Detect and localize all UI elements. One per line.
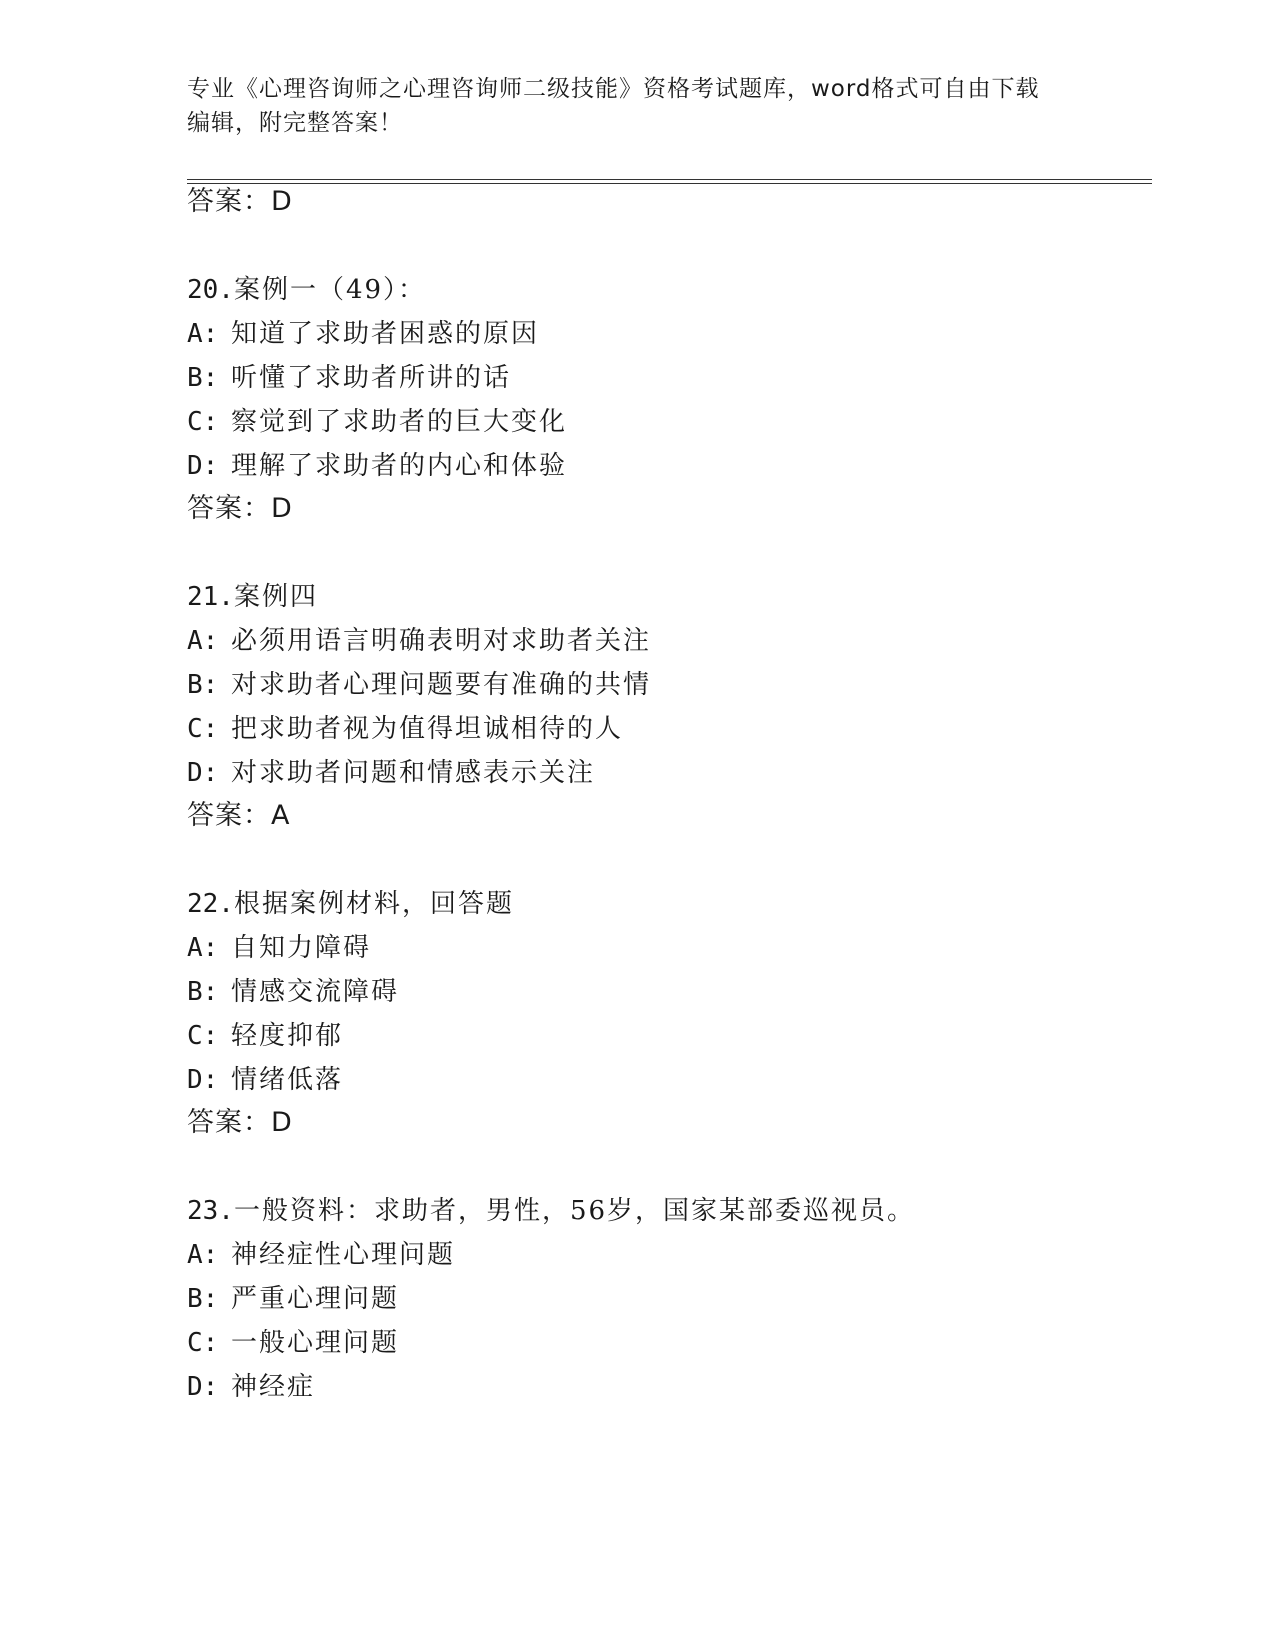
question-21-option-a xyxy=(187,624,651,658)
question-20-option-d xyxy=(187,449,567,483)
option-letter: D: xyxy=(187,1065,219,1095)
option-text: 神经症性心理问题 xyxy=(231,1240,456,1270)
header-divider-bottom xyxy=(187,183,1152,184)
header-line-2: 编辑，附完整答案！ xyxy=(187,110,403,136)
question-20-option-c xyxy=(187,405,567,439)
header-line-1: 专业《心理咨询师之心理咨询师二级技能》资格考试题库，word格式可自由下载 xyxy=(187,76,1040,102)
option-text: 轻度抑郁 xyxy=(231,1021,344,1051)
option-letter: C: xyxy=(187,407,219,437)
question-20-option-b xyxy=(187,361,511,395)
option-text: 情感交流障碍 xyxy=(231,977,400,1007)
option-letter: A: xyxy=(187,1240,219,1270)
question-number: 23. xyxy=(187,1196,234,1226)
option-text: 对求助者心理问题要有准确的共情 xyxy=(231,670,652,700)
question-21-option-b xyxy=(187,668,651,702)
option-letter: A: xyxy=(187,319,219,349)
question-text: 案例一（49）： xyxy=(233,275,427,305)
question-22-answer: 答案：D xyxy=(187,1107,293,1138)
option-letter: C: xyxy=(187,1021,219,1051)
option-letter: D: xyxy=(187,1372,219,1402)
question-22-option-a xyxy=(187,931,371,965)
question-23-title xyxy=(187,1194,915,1228)
option-text: 知道了求助者困惑的原因 xyxy=(231,319,540,349)
option-letter: B: xyxy=(187,1284,219,1314)
option-letter: B: xyxy=(187,977,219,1007)
question-number: 21. xyxy=(187,582,234,612)
question-22-title xyxy=(187,887,514,921)
question-23-option-a xyxy=(187,1238,455,1272)
question-23-option-d xyxy=(187,1370,315,1404)
question-21-title xyxy=(187,580,318,614)
option-letter: A: xyxy=(187,626,219,656)
option-letter: C: xyxy=(187,714,219,744)
option-text: 听懂了求助者所讲的话 xyxy=(231,363,512,393)
question-23-option-b xyxy=(187,1282,399,1316)
option-text: 必须用语言明确表明对求助者关注 xyxy=(231,626,652,656)
question-22-option-d xyxy=(187,1063,343,1097)
option-text: 把求助者视为值得坦诚相待的人 xyxy=(231,714,624,744)
question-number: 22. xyxy=(187,889,234,919)
option-letter: D: xyxy=(187,451,219,481)
question-21-option-d xyxy=(187,756,595,790)
option-text: 理解了求助者的内心和体验 xyxy=(231,451,568,481)
previous-answer: 答案：D xyxy=(187,186,293,217)
question-20-title xyxy=(187,273,426,307)
option-text: 神经症 xyxy=(231,1372,316,1402)
option-letter: D: xyxy=(187,758,219,788)
question-text: 一般资料：求助者，男性，56岁，国家某部委巡视员。 xyxy=(233,1196,916,1226)
option-text: 一般心理问题 xyxy=(231,1328,400,1358)
question-text: 案例四 xyxy=(233,582,318,612)
option-text: 情绪低落 xyxy=(231,1065,344,1095)
option-text: 严重心理问题 xyxy=(231,1284,400,1314)
option-text: 自知力障碍 xyxy=(231,933,372,963)
question-22-option-c xyxy=(187,1019,343,1053)
option-letter: A: xyxy=(187,933,219,963)
header-divider-top xyxy=(187,179,1152,180)
option-letter: B: xyxy=(187,670,219,700)
question-22-option-b xyxy=(187,975,399,1009)
question-text: 根据案例材料，回答题 xyxy=(233,889,514,919)
option-letter: C: xyxy=(187,1328,219,1358)
question-20-option-a xyxy=(187,317,539,351)
question-20-answer: 答案：D xyxy=(187,493,293,524)
question-number: 20. xyxy=(187,275,234,305)
question-21-option-c xyxy=(187,712,623,746)
question-21-answer: 答案：A xyxy=(187,800,291,831)
document-header xyxy=(187,72,1087,140)
option-letter: B: xyxy=(187,363,219,393)
option-text: 对求助者问题和情感表示关注 xyxy=(231,758,596,788)
option-text: 察觉到了求助者的巨大变化 xyxy=(231,407,568,437)
question-23-option-c xyxy=(187,1326,399,1360)
